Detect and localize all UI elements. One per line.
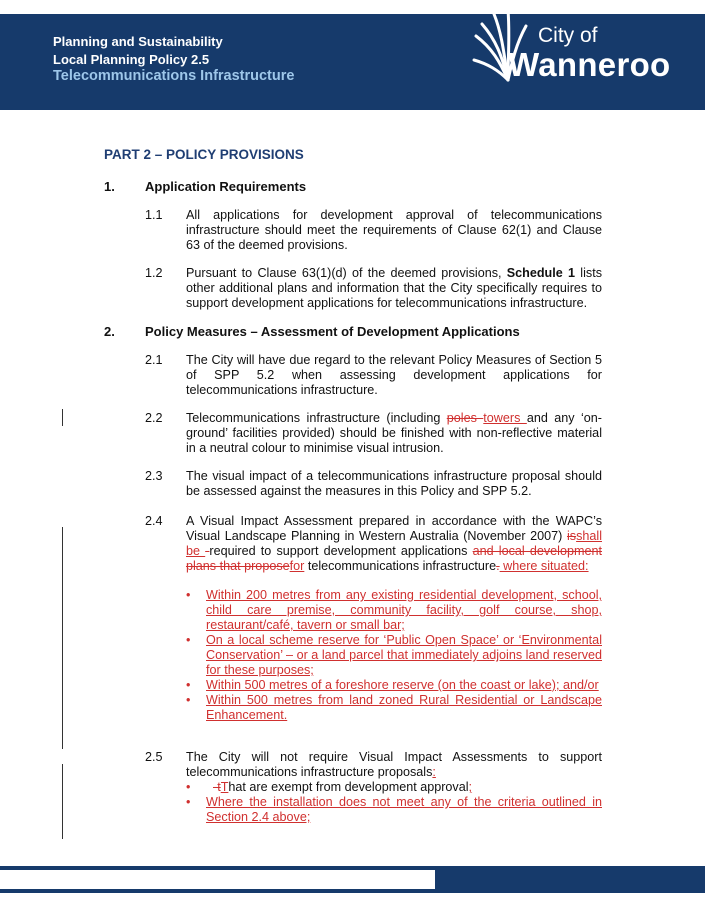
text-run: The City will not require Visual Impact Assessments to support telecommunications infrastructure proposals — [186, 750, 602, 779]
clause-text — [186, 514, 602, 574]
clause-text — [186, 411, 602, 456]
bullet-icon: • — [186, 633, 191, 647]
deleted-text: is — [566, 529, 577, 543]
clause-number: 2.2 — [145, 411, 163, 425]
header-department: Planning and Sustainability — [53, 34, 223, 49]
inserted-text: T — [220, 780, 229, 794]
header-policy-title: Telecommunications Infrastructure — [53, 68, 295, 84]
list-item-text: Within 200 metres from any existing residential development, school, child care premise, community facility, golf course, shop, restaurant/café, tavern or small bar; — [206, 588, 602, 632]
change-bar — [62, 409, 63, 426]
clause-text: The visual impact of a telecommunications infrastructure proposal should be assessed against the measures in this Policy and SPP 5.2. — [186, 469, 602, 498]
list-item — [186, 588, 602, 633]
bullet-icon: • — [186, 795, 191, 809]
logo-text-wanneroo: Wanneroo — [508, 46, 671, 83]
text-run: required to support development applications — [209, 544, 473, 558]
list-item — [186, 678, 602, 693]
paragraph-1-1 — [145, 208, 605, 253]
inserted-text: shall be — [186, 529, 602, 558]
clause-number: 2.3 — [145, 469, 163, 483]
paragraph-2-2 — [145, 411, 605, 456]
inserted-text: towers — [483, 411, 527, 425]
change-bar — [62, 764, 63, 839]
bullet-icon: • — [186, 693, 191, 707]
header-policy-number: Local Planning Policy 2.5 — [53, 52, 210, 67]
clause-text — [186, 266, 602, 311]
part-title: PART 2 – POLICY PROVISIONS — [104, 147, 304, 162]
text-run: lists other additional plans and information that the City specifically requires to support development applications for telecommunications infrastructure. — [186, 266, 602, 310]
deleted-text: . — [496, 559, 500, 573]
schedule-1-bold: Schedule 1 — [506, 266, 576, 280]
deleted-text: poles — [446, 411, 484, 425]
clause-number: 2.4 — [145, 514, 163, 528]
inserted-text: : — [432, 765, 436, 779]
list-item — [186, 693, 602, 723]
paragraph-2-5 — [145, 750, 605, 780]
list-item — [186, 795, 602, 825]
section-title: Application Requirements — [145, 179, 307, 194]
clause-number: 2.1 — [145, 353, 163, 367]
deleted-text: and local development plans that propose — [186, 544, 602, 573]
text-run: Telecommunications infrastructure (including — [186, 411, 447, 425]
text-run: and any ‘on-ground’ facilities provided) should be finished with non-reflective material in a neutral colour to minimise visual intrusion. — [186, 411, 602, 455]
list-item-text: hat are exempt from development approval — [228, 780, 469, 794]
clause-number: 2.5 — [145, 750, 163, 764]
paragraph-2-3 — [145, 469, 605, 499]
clause-number: 1.2 — [145, 266, 163, 280]
inserted-text: ; — [468, 780, 473, 794]
section-number: 1. — [104, 179, 115, 194]
change-bar — [62, 527, 63, 749]
bullet-icon: • — [186, 588, 191, 602]
list-item-text: Within 500 metres of a foreshore reserve (on the coast or lake); and/or — [206, 678, 599, 692]
clause-text — [186, 750, 602, 780]
inserted-text: for — [289, 559, 305, 573]
footer-white-band — [0, 870, 435, 889]
list-item-text: Where the installation does not meet any of the criteria outlined in Section 2.4 above; — [206, 795, 602, 824]
list-item — [186, 780, 602, 795]
bullet-list-2-4 — [186, 588, 602, 723]
list-item-text: On a local scheme reserve for ‘Public Open Space’ or ‘Environmental Conservation’ – or a land parcel that immediately adjoins land reserved for these purposes; — [206, 633, 602, 677]
bullet-icon: • — [186, 780, 191, 794]
deleted-text: -t — [213, 780, 221, 794]
section-number: 2. — [104, 324, 115, 339]
bullet-list-2-5 — [186, 780, 602, 825]
text-run: Pursuant to Clause 63(1)(d) of the deemed provisions, — [186, 266, 507, 280]
text-run: A Visual Impact Assessment prepared in accordance with the WAPC’s Visual Landscape Planning in Western Australia (November 2007) — [186, 514, 602, 543]
text-run: telecommunications infrastructure — [304, 559, 497, 573]
deleted-text: - — [205, 544, 210, 558]
section-title: Policy Measures – Assessment of Development Applications — [145, 324, 520, 339]
paragraph-1-2 — [145, 266, 605, 311]
paragraph-2-4 — [145, 514, 605, 574]
inserted-text: where situated: — [499, 559, 589, 573]
paragraph-2-1 — [145, 353, 605, 398]
clause-number: 1.1 — [145, 208, 163, 222]
logo-text-city-of: City of — [538, 24, 598, 47]
clause-text: All applications for development approval of telecommunications infrastructure should meet the requirements of Clause 62(1) and Clause 63 of the deemed provisions. — [186, 208, 602, 252]
list-item — [186, 633, 602, 678]
clause-text: The City will have due regard to the relevant Policy Measures of Section 5 of SPP 5.2 when assessing development applications for telecommunications infrastructure. — [186, 353, 602, 397]
bullet-icon: • — [186, 678, 191, 692]
list-item-text: Within 500 metres from land zoned Rural Residential or Landscape Enhancement. — [206, 693, 602, 722]
